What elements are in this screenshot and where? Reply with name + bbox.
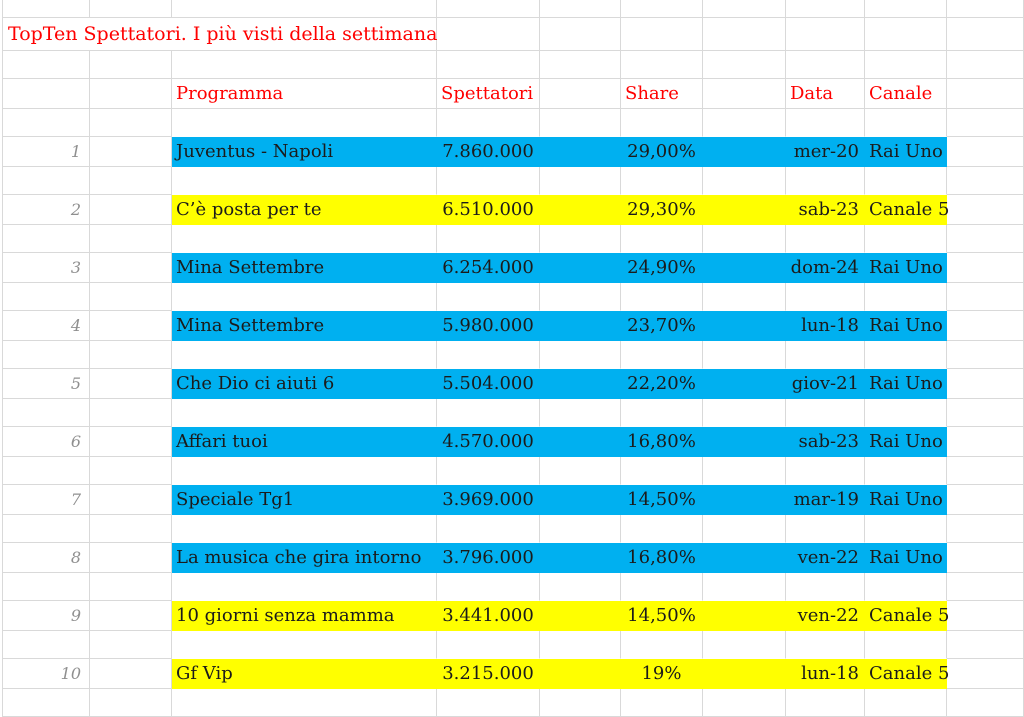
empty-cell [540, 573, 621, 601]
empty-cell [90, 225, 172, 253]
empty-cell [703, 283, 786, 311]
row-number[interactable]: 8 [2, 543, 90, 573]
empty-cell [437, 225, 540, 253]
empty-cell [947, 631, 1024, 659]
empty-cell [2, 457, 90, 485]
empty-cell [621, 515, 703, 543]
empty-cell [540, 601, 621, 631]
empty-cell [540, 659, 621, 689]
table-row [2, 195, 1024, 225]
empty-cell [865, 18, 947, 51]
empty-cell [621, 167, 703, 195]
empty-cell [172, 341, 437, 369]
empty-cell [703, 689, 786, 717]
empty-cell [540, 195, 621, 225]
empty-cell [90, 601, 172, 631]
empty-cell [540, 51, 621, 79]
cell-date[interactable]: dom-24 [786, 253, 865, 283]
table-row [2, 341, 1024, 369]
empty-cell [621, 631, 703, 659]
empty-cell [2, 399, 90, 427]
empty-cell [540, 311, 621, 341]
empty-cell [947, 573, 1024, 601]
empty-cell [703, 659, 786, 689]
cell-date[interactable]: mer-20 [786, 137, 865, 167]
cell-channel[interactable]: Rai Uno [865, 253, 947, 283]
table-row [2, 485, 1024, 515]
empty-cell [703, 341, 786, 369]
empty-cell [703, 167, 786, 195]
table-row [2, 631, 1024, 659]
empty-cell [865, 51, 947, 79]
empty-cell [947, 167, 1024, 195]
empty-cell [2, 515, 90, 543]
empty-cell [865, 399, 947, 427]
table-row [2, 0, 1024, 18]
table-row [2, 18, 1024, 51]
empty-cell [437, 341, 540, 369]
empty-cell [540, 631, 621, 659]
empty-cell [2, 0, 90, 18]
empty-cell [865, 0, 947, 18]
empty-cell [786, 341, 865, 369]
cell-share[interactable]: 14,50% [621, 485, 703, 515]
table-row [2, 137, 1024, 167]
empty-cell [621, 283, 703, 311]
empty-cell [621, 18, 703, 51]
empty-cell [621, 457, 703, 485]
empty-cell [947, 0, 1024, 18]
empty-cell [90, 167, 172, 195]
empty-cell [947, 485, 1024, 515]
page-title[interactable]: TopTen Spettatori. I più visti della settimana [2, 18, 437, 51]
row-number[interactable]: 4 [2, 311, 90, 341]
row-number[interactable]: 3 [2, 253, 90, 283]
empty-cell [703, 253, 786, 283]
empty-cell [786, 631, 865, 659]
cell-share[interactable]: 16,80% [621, 543, 703, 573]
table-row [2, 457, 1024, 485]
empty-cell [172, 399, 437, 427]
empty-cell [2, 631, 90, 659]
empty-cell [621, 225, 703, 253]
empty-cell [90, 109, 172, 137]
empty-cell [540, 515, 621, 543]
empty-cell [703, 195, 786, 225]
empty-cell [2, 283, 90, 311]
empty-cell [786, 0, 865, 18]
empty-cell [947, 601, 1024, 631]
table-row [2, 515, 1024, 543]
empty-cell [90, 399, 172, 427]
empty-cell [2, 167, 90, 195]
empty-cell [2, 341, 90, 369]
column-header-programma[interactable]: Programma [172, 79, 437, 109]
empty-cell [90, 573, 172, 601]
cell-program[interactable]: Juventus - Napoli [172, 137, 437, 167]
empty-cell [90, 457, 172, 485]
empty-cell [865, 225, 947, 253]
empty-cell [437, 399, 540, 427]
cell-channel[interactable]: Rai Uno [865, 543, 947, 573]
empty-cell [703, 543, 786, 573]
empty-cell [947, 341, 1024, 369]
empty-cell [786, 515, 865, 543]
cell-program[interactable]: Che Dio ci aiuti 6 [172, 369, 437, 399]
table-row [2, 427, 1024, 457]
empty-cell [703, 457, 786, 485]
empty-cell [786, 51, 865, 79]
empty-cell [540, 167, 621, 195]
table-row [2, 167, 1024, 195]
cell-program[interactable]: La musica che gira intorno [172, 543, 437, 573]
empty-cell [621, 51, 703, 79]
empty-cell [786, 399, 865, 427]
table-row [2, 659, 1024, 689]
column-header-spettatori[interactable]: Spettatori [437, 79, 540, 109]
empty-cell [172, 167, 437, 195]
cell-viewers[interactable]: 6.254.000 [437, 253, 540, 283]
empty-cell [437, 457, 540, 485]
cell-program[interactable]: Mina Settembre [172, 311, 437, 341]
empty-cell [437, 283, 540, 311]
empty-cell [437, 167, 540, 195]
empty-cell [540, 689, 621, 717]
empty-cell [2, 109, 90, 137]
empty-cell [947, 399, 1024, 427]
empty-cell [786, 689, 865, 717]
empty-cell [2, 51, 90, 79]
row-number[interactable]: 7 [2, 485, 90, 515]
cell-date[interactable]: mar-19 [786, 485, 865, 515]
column-header-share[interactable]: Share [621, 79, 703, 109]
cell-date[interactable]: ven-22 [786, 543, 865, 573]
empty-cell [621, 689, 703, 717]
empty-cell [90, 369, 172, 399]
cell-channel[interactable]: Canale 5 [865, 601, 947, 631]
empty-cell [2, 573, 90, 601]
table-row [2, 399, 1024, 427]
empty-cell [865, 109, 947, 137]
empty-cell [437, 109, 540, 137]
empty-cell [703, 311, 786, 341]
column-header-canale[interactable]: Canale [865, 79, 947, 109]
empty-cell [90, 0, 172, 18]
empty-cell [865, 457, 947, 485]
empty-cell [90, 283, 172, 311]
empty-cell [865, 167, 947, 195]
empty-cell [2, 79, 90, 109]
row-number[interactable]: 2 [2, 195, 90, 225]
table-row [2, 225, 1024, 253]
cell-channel[interactable]: Rai Uno [865, 427, 947, 457]
table-row [2, 311, 1024, 341]
empty-cell [540, 109, 621, 137]
empty-cell [437, 689, 540, 717]
empty-cell [947, 195, 1024, 225]
cell-viewers[interactable]: 6.510.000 [437, 195, 540, 225]
empty-cell [90, 79, 172, 109]
empty-cell [947, 457, 1024, 485]
cell-channel[interactable]: Canale 5 [865, 195, 947, 225]
cell-program[interactable]: C’è posta per te [172, 195, 437, 225]
empty-cell [703, 427, 786, 457]
empty-cell [947, 311, 1024, 341]
empty-cell [703, 631, 786, 659]
empty-cell [786, 109, 865, 137]
cell-share[interactable]: 16,80% [621, 427, 703, 457]
cell-date[interactable]: lun-18 [786, 659, 865, 689]
topten-table [2, 0, 1024, 717]
empty-cell [621, 109, 703, 137]
empty-cell [90, 689, 172, 717]
cell-channel[interactable]: Canale 5 [865, 659, 947, 689]
table-row [2, 601, 1024, 631]
empty-cell [540, 225, 621, 253]
empty-cell [172, 515, 437, 543]
empty-cell [90, 659, 172, 689]
empty-cell [703, 399, 786, 427]
empty-cell [703, 573, 786, 601]
empty-cell [540, 399, 621, 427]
cell-share[interactable]: 23,70% [621, 311, 703, 341]
cell-viewers[interactable]: 5.504.000 [437, 369, 540, 399]
empty-cell [540, 137, 621, 167]
cell-date[interactable]: ven-22 [786, 601, 865, 631]
cell-viewers[interactable]: 4.570.000 [437, 427, 540, 457]
empty-cell [90, 543, 172, 573]
empty-cell [437, 573, 540, 601]
empty-cell [786, 283, 865, 311]
cell-program[interactable]: Speciale Tg1 [172, 485, 437, 515]
empty-cell [865, 515, 947, 543]
empty-cell [621, 399, 703, 427]
empty-cell [947, 689, 1024, 717]
empty-cell [865, 341, 947, 369]
cell-share[interactable]: 24,90% [621, 253, 703, 283]
empty-cell [90, 311, 172, 341]
cell-date[interactable]: lun-18 [786, 311, 865, 341]
empty-cell [172, 283, 437, 311]
empty-cell [172, 457, 437, 485]
empty-cell [437, 515, 540, 543]
empty-cell [172, 225, 437, 253]
empty-cell [703, 79, 786, 109]
empty-cell [865, 631, 947, 659]
cell-share[interactable]: 19% [621, 659, 703, 689]
empty-cell [90, 51, 172, 79]
cell-date[interactable]: sab-23 [786, 195, 865, 225]
empty-cell [947, 253, 1024, 283]
cell-viewers[interactable]: 3.215.000 [437, 659, 540, 689]
cell-viewers[interactable]: 3.796.000 [437, 543, 540, 573]
row-number[interactable]: 9 [2, 601, 90, 631]
empty-cell [947, 51, 1024, 79]
empty-cell [947, 515, 1024, 543]
cell-program[interactable]: Affari tuoi [172, 427, 437, 457]
cell-channel[interactable]: Rai Uno [865, 311, 947, 341]
cell-viewers[interactable]: 3.441.000 [437, 601, 540, 631]
empty-cell [437, 0, 540, 18]
empty-cell [947, 427, 1024, 457]
row-number[interactable]: 5 [2, 369, 90, 399]
empty-cell [703, 601, 786, 631]
empty-cell [172, 51, 437, 79]
table-row [2, 543, 1024, 573]
row-number[interactable]: 10 [2, 659, 90, 689]
empty-cell [703, 109, 786, 137]
empty-cell [947, 369, 1024, 399]
empty-cell [621, 341, 703, 369]
empty-cell [540, 253, 621, 283]
empty-cell [786, 225, 865, 253]
empty-cell [172, 573, 437, 601]
empty-cell [786, 167, 865, 195]
table-row [2, 253, 1024, 283]
empty-cell [540, 369, 621, 399]
empty-cell [90, 515, 172, 543]
empty-cell [540, 18, 621, 51]
table-row [2, 369, 1024, 399]
empty-cell [865, 689, 947, 717]
empty-cell [703, 225, 786, 253]
cell-channel[interactable]: Rai Uno [865, 485, 947, 515]
empty-cell [703, 0, 786, 18]
cell-program[interactable]: Mina Settembre [172, 253, 437, 283]
empty-cell [172, 0, 437, 18]
cell-viewers[interactable]: 5.980.000 [437, 311, 540, 341]
empty-cell [90, 195, 172, 225]
empty-cell [947, 79, 1024, 109]
empty-cell [786, 18, 865, 51]
empty-cell [437, 51, 540, 79]
empty-cell [621, 573, 703, 601]
empty-cell [172, 631, 437, 659]
cell-program[interactable]: 10 giorni senza mamma [172, 601, 437, 631]
empty-cell [947, 18, 1024, 51]
cell-share[interactable]: 29,30% [621, 195, 703, 225]
empty-cell [90, 137, 172, 167]
empty-cell [786, 457, 865, 485]
cell-share[interactable]: 22,20% [621, 369, 703, 399]
empty-cell [90, 427, 172, 457]
empty-cell [865, 283, 947, 311]
empty-cell [540, 543, 621, 573]
row-number[interactable]: 1 [2, 137, 90, 167]
empty-cell [172, 109, 437, 137]
empty-cell [947, 659, 1024, 689]
cell-date[interactable]: giov-21 [786, 369, 865, 399]
table-row [2, 573, 1024, 601]
empty-cell [90, 485, 172, 515]
table-row [2, 109, 1024, 137]
header-row [2, 79, 1024, 109]
empty-cell [540, 0, 621, 18]
row-number[interactable]: 6 [2, 427, 90, 457]
cell-program[interactable]: Gf Vip [172, 659, 437, 689]
cell-date[interactable]: sab-23 [786, 427, 865, 457]
empty-cell [540, 79, 621, 109]
table-row [2, 689, 1024, 717]
empty-cell [90, 341, 172, 369]
empty-cell [2, 225, 90, 253]
empty-cell [703, 137, 786, 167]
empty-cell [947, 225, 1024, 253]
empty-cell [540, 283, 621, 311]
empty-cell [865, 573, 947, 601]
empty-cell [437, 18, 540, 51]
empty-cell [540, 341, 621, 369]
empty-cell [2, 689, 90, 717]
empty-cell [947, 109, 1024, 137]
cell-share[interactable]: 14,50% [621, 601, 703, 631]
cell-viewers[interactable]: 7.860.000 [437, 137, 540, 167]
empty-cell [540, 485, 621, 515]
empty-cell [703, 51, 786, 79]
empty-cell [947, 137, 1024, 167]
empty-cell [540, 457, 621, 485]
empty-cell [621, 0, 703, 18]
table-row [2, 51, 1024, 79]
empty-cell [703, 515, 786, 543]
cell-share[interactable]: 29,00% [621, 137, 703, 167]
empty-cell [947, 543, 1024, 573]
empty-cell [90, 253, 172, 283]
empty-cell [90, 631, 172, 659]
cell-channel[interactable]: Rai Uno [865, 137, 947, 167]
empty-cell [437, 631, 540, 659]
column-header-data[interactable]: Data [786, 79, 865, 109]
table-row [2, 283, 1024, 311]
empty-cell [540, 427, 621, 457]
empty-cell [786, 573, 865, 601]
empty-cell [947, 283, 1024, 311]
cell-viewers[interactable]: 3.969.000 [437, 485, 540, 515]
empty-cell [172, 689, 437, 717]
empty-cell [703, 369, 786, 399]
cell-channel[interactable]: Rai Uno [865, 369, 947, 399]
empty-cell [703, 18, 786, 51]
empty-cell [703, 485, 786, 515]
